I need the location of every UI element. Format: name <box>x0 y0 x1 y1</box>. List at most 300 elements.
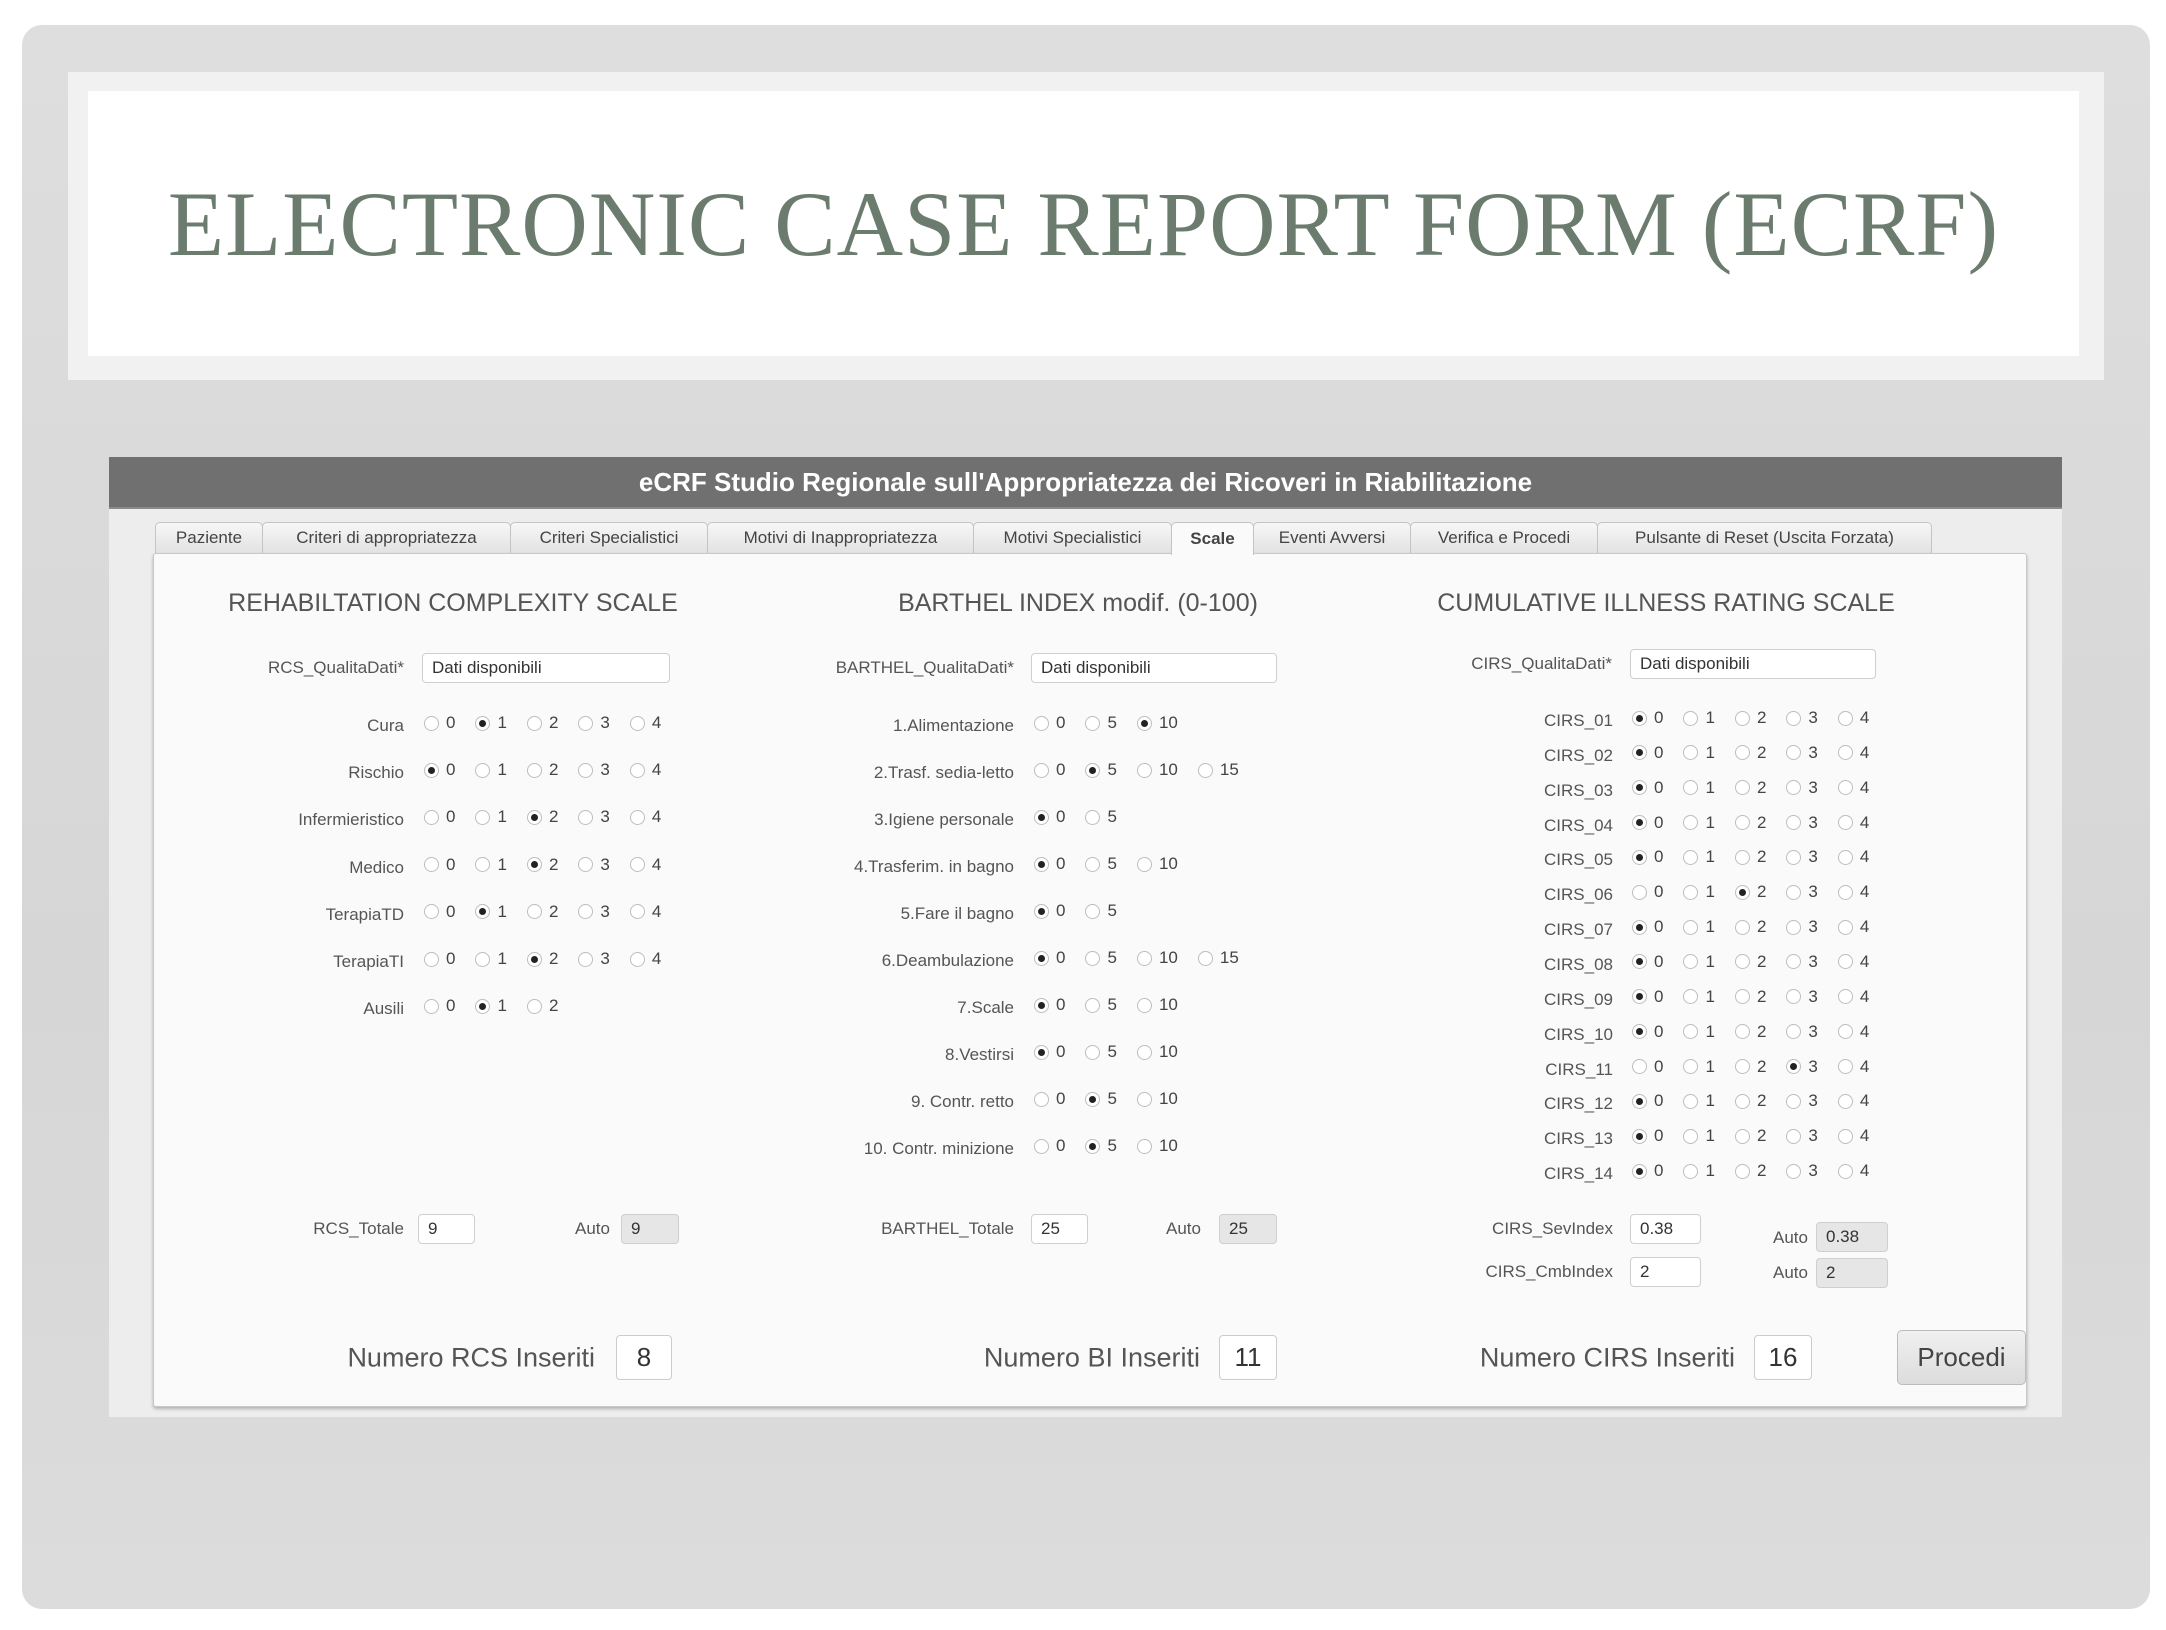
cirs-radio-option[interactable] <box>1632 952 1663 972</box>
barthel-radio-option[interactable] <box>1137 948 1178 968</box>
radio-unselected-icon[interactable] <box>1137 1139 1152 1154</box>
cirs-radio-option[interactable] <box>1735 987 1766 1007</box>
radio-selected-icon[interactable] <box>1632 850 1647 865</box>
cirs-radio-option[interactable] <box>1683 882 1714 902</box>
rcs-radio-option[interactable] <box>424 855 455 875</box>
tab-paziente[interactable]: Paziente <box>155 522 263 553</box>
cirs-radio-option[interactable] <box>1632 1126 1663 1146</box>
rcs-radio-option[interactable] <box>578 902 609 922</box>
radio-unselected-icon[interactable] <box>1786 745 1801 760</box>
radio-unselected-icon[interactable] <box>1735 954 1750 969</box>
radio-unselected-icon[interactable] <box>1632 1059 1647 1074</box>
radio-selected-icon[interactable] <box>1735 885 1750 900</box>
cirs-radio-group <box>1632 813 1889 833</box>
barthel-radio-option[interactable] <box>1034 995 1065 1015</box>
rcs-radio-option[interactable] <box>475 902 506 922</box>
rcs-radio-option[interactable] <box>578 855 609 875</box>
radio-selected-icon[interactable] <box>475 999 490 1014</box>
rcs-quality-select[interactable]: Dati disponibili <box>422 653 670 683</box>
radio-unselected-icon[interactable] <box>1735 1164 1750 1179</box>
barthel-quality-select[interactable]: Dati disponibili <box>1031 653 1277 683</box>
barthel-radio-option[interactable] <box>1085 1042 1116 1062</box>
cirs-radio-option[interactable] <box>1735 882 1766 902</box>
barthel-radio-option[interactable] <box>1198 760 1239 780</box>
tab-motivi-inappropriatezza[interactable]: Motivi di Inappropriatezza <box>707 522 974 553</box>
cirs-radio-option[interactable] <box>1632 1057 1663 1077</box>
radio-unselected-icon[interactable] <box>1838 989 1853 1004</box>
cirs-radio-option[interactable] <box>1786 1091 1817 1111</box>
barthel-radio-option[interactable] <box>1137 1136 1178 1156</box>
radio-unselected-icon[interactable] <box>424 810 439 825</box>
rcs-radio-option[interactable] <box>578 807 609 827</box>
radio-unselected-icon[interactable] <box>1085 998 1100 1013</box>
radio-unselected-icon[interactable] <box>630 857 645 872</box>
radio-unselected-icon[interactable] <box>578 952 593 967</box>
radio-selected-icon[interactable] <box>1034 857 1049 872</box>
cirs-radio-option[interactable] <box>1838 1091 1869 1111</box>
radio-unselected-icon[interactable] <box>1034 716 1049 731</box>
cirs-radio-option[interactable] <box>1683 1161 1714 1181</box>
cirs-cmbindex-input[interactable]: 2 <box>1630 1257 1701 1287</box>
radio-unselected-icon[interactable] <box>1085 857 1100 872</box>
barthel-radio-option[interactable] <box>1034 901 1065 921</box>
rcs-radio-option[interactable] <box>475 855 506 875</box>
barthel-radio-option[interactable] <box>1034 760 1065 780</box>
cirs-radio-option[interactable] <box>1632 743 1663 763</box>
radio-unselected-icon[interactable] <box>1838 1024 1853 1039</box>
radio-selected-icon[interactable] <box>1632 780 1647 795</box>
radio-unselected-icon[interactable] <box>1085 1045 1100 1060</box>
radio-unselected-icon[interactable] <box>1683 920 1698 935</box>
cirs-radio-option[interactable] <box>1735 1126 1766 1146</box>
tab-motivi-specialistici[interactable]: Motivi Specialistici <box>973 522 1172 553</box>
radio-unselected-icon[interactable] <box>1034 1139 1049 1154</box>
cirs-radio-option[interactable] <box>1786 952 1817 972</box>
radio-selected-icon[interactable] <box>1632 815 1647 830</box>
barthel-radio-option[interactable] <box>1137 760 1178 780</box>
rcs-radio-option[interactable] <box>475 949 506 969</box>
rcs-radio-option[interactable] <box>424 760 455 780</box>
barthel-radio-option[interactable] <box>1085 948 1116 968</box>
barthel-radio-option[interactable] <box>1034 713 1065 733</box>
radio-unselected-icon[interactable] <box>1683 1129 1698 1144</box>
tab-criteri-appropriatezza[interactable]: Criteri di appropriatezza <box>262 522 511 553</box>
radio-unselected-icon[interactable] <box>1735 1129 1750 1144</box>
cirs-radio-option[interactable] <box>1838 1022 1869 1042</box>
rcs-radio-option[interactable] <box>424 949 455 969</box>
radio-unselected-icon[interactable] <box>1786 1024 1801 1039</box>
radio-unselected-icon[interactable] <box>1838 954 1853 969</box>
radio-unselected-icon[interactable] <box>1085 951 1100 966</box>
radio-unselected-icon[interactable] <box>1838 1164 1853 1179</box>
radio-unselected-icon[interactable] <box>578 810 593 825</box>
rcs-radio-option[interactable] <box>578 760 609 780</box>
radio-unselected-icon[interactable] <box>527 763 542 778</box>
cirs-radio-option[interactable] <box>1632 987 1663 1007</box>
radio-unselected-icon[interactable] <box>1838 1059 1853 1074</box>
radio-unselected-icon[interactable] <box>1735 815 1750 830</box>
radio-unselected-icon[interactable] <box>475 952 490 967</box>
radio-unselected-icon[interactable] <box>1683 745 1698 760</box>
cirs-radio-option[interactable] <box>1683 1057 1714 1077</box>
radio-unselected-icon[interactable] <box>1838 1094 1853 1109</box>
cirs-radio-option[interactable] <box>1683 813 1714 833</box>
radio-unselected-icon[interactable] <box>1735 1059 1750 1074</box>
barthel-radio-option[interactable] <box>1085 713 1116 733</box>
cirs-radio-option[interactable] <box>1683 708 1714 728</box>
cirs-count-value: 16 <box>1754 1335 1812 1380</box>
radio-option-label: 4 <box>1859 1056 1870 1076</box>
radio-unselected-icon[interactable] <box>1034 1092 1049 1107</box>
radio-unselected-icon[interactable] <box>1683 1164 1698 1179</box>
radio-unselected-icon[interactable] <box>1786 711 1801 726</box>
cirs-sevindex-auto-value: 0.38 <box>1816 1222 1888 1252</box>
cirs-radio-option[interactable] <box>1786 917 1817 937</box>
cirs-radio-option[interactable] <box>1735 952 1766 972</box>
barthel-radio-option[interactable] <box>1085 1136 1116 1156</box>
cirs-radio-option[interactable] <box>1786 743 1817 763</box>
radio-selected-icon[interactable] <box>1034 904 1049 919</box>
radio-unselected-icon[interactable] <box>1683 885 1698 900</box>
radio-option-label: 0 <box>446 713 456 732</box>
radio-selected-icon[interactable] <box>1085 1139 1100 1154</box>
radio-selected-icon[interactable] <box>1632 711 1647 726</box>
cirs-radio-option[interactable] <box>1683 778 1714 798</box>
cirs-radio-option[interactable] <box>1838 1161 1869 1181</box>
radio-unselected-icon[interactable] <box>1786 850 1801 865</box>
radio-selected-icon[interactable] <box>424 763 439 778</box>
radio-unselected-icon[interactable] <box>1085 810 1100 825</box>
radio-unselected-icon[interactable] <box>1683 954 1698 969</box>
radio-unselected-icon[interactable] <box>578 904 593 919</box>
cirs-radio-option[interactable] <box>1786 882 1817 902</box>
radio-selected-icon[interactable] <box>1085 1092 1100 1107</box>
cirs-radio-option[interactable] <box>1683 917 1714 937</box>
radio-unselected-icon[interactable] <box>1085 716 1100 731</box>
radio-unselected-icon[interactable] <box>527 999 542 1014</box>
cirs-radio-option[interactable] <box>1786 778 1817 798</box>
rcs-radio-option[interactable] <box>527 949 558 969</box>
barthel-radio-option[interactable] <box>1085 901 1116 921</box>
radio-unselected-icon[interactable] <box>1683 711 1698 726</box>
radio-unselected-icon[interactable] <box>1786 954 1801 969</box>
radio-selected-icon[interactable] <box>527 810 542 825</box>
radio-unselected-icon[interactable] <box>1786 1094 1801 1109</box>
radio-selected-icon[interactable] <box>475 716 490 731</box>
cirs-radio-option[interactable] <box>1838 1057 1869 1077</box>
cirs-radio-option[interactable] <box>1786 987 1817 1007</box>
radio-unselected-icon[interactable] <box>1683 850 1698 865</box>
rcs-radio-option[interactable] <box>475 713 506 733</box>
cirs-radio-option[interactable] <box>1735 847 1766 867</box>
radio-unselected-icon[interactable] <box>1198 763 1213 778</box>
radio-unselected-icon[interactable] <box>630 810 645 825</box>
barthel-radio-option[interactable] <box>1085 854 1116 874</box>
rcs-radio-option[interactable] <box>424 807 455 827</box>
cirs-radio-option[interactable] <box>1786 1126 1817 1146</box>
rcs-radio-option[interactable] <box>475 760 506 780</box>
cirs-radio-option[interactable] <box>1683 743 1714 763</box>
radio-selected-icon[interactable] <box>1632 1024 1647 1039</box>
rcs-radio-option[interactable] <box>527 996 558 1016</box>
cirs-radio-option[interactable] <box>1838 847 1869 867</box>
cirs-radio-option[interactable] <box>1838 743 1869 763</box>
radio-unselected-icon[interactable] <box>1735 1094 1750 1109</box>
cirs-radio-option[interactable] <box>1786 813 1817 833</box>
cirs-radio-option[interactable] <box>1632 917 1663 937</box>
radio-unselected-icon[interactable] <box>475 810 490 825</box>
barthel-quality-label: BARTHEL_QualitaDati* <box>835 658 1014 677</box>
barthel-radio-option[interactable] <box>1085 1089 1116 1109</box>
cirs-radio-option[interactable] <box>1838 917 1869 937</box>
rcs-radio-option[interactable] <box>527 855 558 875</box>
cirs-radio-option[interactable] <box>1683 1022 1714 1042</box>
radio-unselected-icon[interactable] <box>527 716 542 731</box>
radio-unselected-icon[interactable] <box>1838 711 1853 726</box>
tab-verifica-procedi[interactable]: Verifica e Procedi <box>1410 522 1598 553</box>
cirs-radio-option[interactable] <box>1632 1091 1663 1111</box>
cirs-radio-option[interactable] <box>1735 917 1766 937</box>
radio-unselected-icon[interactable] <box>1838 780 1853 795</box>
radio-unselected-icon[interactable] <box>1683 780 1698 795</box>
cirs-radio-option[interactable] <box>1735 1022 1766 1042</box>
radio-selected-icon[interactable] <box>1034 998 1049 1013</box>
radio-unselected-icon[interactable] <box>475 857 490 872</box>
barthel-radio-option[interactable] <box>1034 1136 1065 1156</box>
radio-unselected-icon[interactable] <box>1735 780 1750 795</box>
radio-unselected-icon[interactable] <box>1683 989 1698 1004</box>
radio-unselected-icon[interactable] <box>1632 885 1647 900</box>
barthel-radio-option[interactable] <box>1137 854 1178 874</box>
radio-unselected-icon[interactable] <box>1838 745 1853 760</box>
cirs-sevindex-auto-label: Auto <box>1773 1228 1808 1247</box>
cirs-radio-option[interactable] <box>1838 882 1869 902</box>
cirs-radio-option[interactable] <box>1786 1022 1817 1042</box>
radio-unselected-icon[interactable] <box>1137 998 1152 1013</box>
cirs-radio-option[interactable] <box>1838 708 1869 728</box>
barthel-radio-option[interactable] <box>1034 1089 1065 1109</box>
radio-selected-icon[interactable] <box>1632 1129 1647 1144</box>
radio-unselected-icon[interactable] <box>1198 951 1213 966</box>
barthel-radio-option[interactable] <box>1085 995 1116 1015</box>
rcs-radio-option[interactable] <box>630 713 661 733</box>
radio-unselected-icon[interactable] <box>630 904 645 919</box>
radio-option-label: 0 <box>446 807 456 827</box>
radio-unselected-icon[interactable] <box>578 763 593 778</box>
rcs-radio-option[interactable] <box>527 902 558 922</box>
radio-selected-icon[interactable] <box>1137 716 1152 731</box>
radio-unselected-icon[interactable] <box>1034 763 1049 778</box>
cirs-radio-option[interactable] <box>1838 1126 1869 1146</box>
radio-unselected-icon[interactable] <box>1137 951 1152 966</box>
radio-unselected-icon[interactable] <box>1838 815 1853 830</box>
rcs-radio-option[interactable] <box>630 855 661 875</box>
cirs-radio-group <box>1632 708 1889 728</box>
radio-option-label: 0 <box>1654 777 1664 797</box>
procedi-button[interactable]: Procedi <box>1897 1330 2026 1385</box>
radio-unselected-icon[interactable] <box>424 716 439 731</box>
radio-selected-icon[interactable] <box>1632 920 1647 935</box>
cirs-radio-option[interactable] <box>1632 882 1663 902</box>
radio-unselected-icon[interactable] <box>424 857 439 872</box>
radio-selected-icon[interactable] <box>527 952 542 967</box>
radio-unselected-icon[interactable] <box>1786 1129 1801 1144</box>
cirs-radio-option[interactable] <box>1786 847 1817 867</box>
radio-unselected-icon[interactable] <box>578 716 593 731</box>
cirs-radio-option[interactable] <box>1786 1057 1817 1077</box>
radio-selected-icon[interactable] <box>1632 745 1647 760</box>
tab-criteri-specialistici[interactable]: Criteri Specialistici <box>510 522 708 553</box>
radio-option-label: 0 <box>1056 713 1066 732</box>
radio-unselected-icon[interactable] <box>1735 920 1750 935</box>
radio-selected-icon[interactable] <box>1034 951 1049 966</box>
radio-selected-icon[interactable] <box>527 857 542 872</box>
barthel-total-input[interactable]: 25 <box>1031 1214 1088 1244</box>
cirs-radio-option[interactable] <box>1735 1091 1766 1111</box>
rcs-radio-option[interactable] <box>424 996 455 1016</box>
tab-eventi-avversi[interactable]: Eventi Avversi <box>1253 522 1411 553</box>
barthel-radio-option[interactable] <box>1198 948 1239 968</box>
radio-unselected-icon[interactable] <box>578 857 593 872</box>
barthel-radio-option[interactable] <box>1085 760 1116 780</box>
radio-option-label: 3 <box>1808 742 1818 762</box>
radio-unselected-icon[interactable] <box>1137 857 1152 872</box>
radio-unselected-icon[interactable] <box>1786 780 1801 795</box>
radio-option-label: 5 <box>1107 1042 1117 1061</box>
cirs-radio-option[interactable] <box>1632 708 1663 728</box>
cirs-radio-option[interactable] <box>1786 708 1817 728</box>
barthel-radio-option[interactable] <box>1034 807 1065 827</box>
cirs-radio-option[interactable] <box>1632 847 1663 867</box>
radio-selected-icon[interactable] <box>1632 1164 1647 1179</box>
cirs-radio-option[interactable] <box>1632 1022 1663 1042</box>
radio-unselected-icon[interactable] <box>1735 745 1750 760</box>
radio-unselected-icon[interactable] <box>527 904 542 919</box>
radio-unselected-icon[interactable] <box>1786 885 1801 900</box>
cirs-radio-option[interactable] <box>1735 743 1766 763</box>
barthel-radio-option[interactable] <box>1137 713 1178 733</box>
cirs-radio-option[interactable] <box>1735 1057 1766 1077</box>
radio-unselected-icon[interactable] <box>1085 904 1100 919</box>
radio-unselected-icon[interactable] <box>1838 1129 1853 1144</box>
radio-unselected-icon[interactable] <box>630 716 645 731</box>
radio-unselected-icon[interactable] <box>1683 1059 1698 1074</box>
cirs-radio-option[interactable] <box>1838 952 1869 972</box>
radio-selected-icon[interactable] <box>1632 954 1647 969</box>
cirs-quality-select[interactable]: Dati disponibili <box>1630 649 1876 679</box>
rcs-radio-option[interactable] <box>630 807 661 827</box>
radio-selected-icon[interactable] <box>475 904 490 919</box>
radio-unselected-icon[interactable] <box>630 763 645 778</box>
radio-unselected-icon[interactable] <box>475 763 490 778</box>
cirs-radio-option[interactable] <box>1683 847 1714 867</box>
rcs-radio-option[interactable] <box>630 760 661 780</box>
radio-unselected-icon[interactable] <box>1137 1092 1152 1107</box>
radio-unselected-icon[interactable] <box>1786 989 1801 1004</box>
barthel-radio-option[interactable] <box>1085 807 1116 827</box>
cirs-radio-option[interactable] <box>1786 1161 1817 1181</box>
barthel-radio-option[interactable] <box>1034 1042 1065 1062</box>
radio-unselected-icon[interactable] <box>424 904 439 919</box>
radio-unselected-icon[interactable] <box>1735 1024 1750 1039</box>
tab-pulsante-reset[interactable]: Pulsante di Reset (Uscita Forzata) <box>1597 522 1932 553</box>
barthel-radio-option[interactable] <box>1137 995 1178 1015</box>
radio-unselected-icon[interactable] <box>1137 763 1152 778</box>
barthel-item-label: 4.Trasferim. in bagno <box>854 857 1014 876</box>
radio-unselected-icon[interactable] <box>1786 920 1801 935</box>
radio-selected-icon[interactable] <box>1632 989 1647 1004</box>
cirs-radio-option[interactable] <box>1838 778 1869 798</box>
barthel-radio-option[interactable] <box>1034 948 1065 968</box>
cirs-radio-option[interactable] <box>1683 952 1714 972</box>
radio-selected-icon[interactable] <box>1034 1045 1049 1060</box>
radio-unselected-icon[interactable] <box>1786 1164 1801 1179</box>
cirs-sevindex-input[interactable]: 0.38 <box>1630 1214 1701 1244</box>
barthel-radio-option[interactable] <box>1137 1042 1178 1062</box>
radio-option-label: 1 <box>1705 1126 1715 1146</box>
radio-unselected-icon[interactable] <box>424 952 439 967</box>
radio-selected-icon[interactable] <box>1034 810 1049 825</box>
rcs-total-input[interactable]: 9 <box>418 1214 475 1244</box>
cirs-radio-option[interactable] <box>1632 778 1663 798</box>
cirs-radio-option[interactable] <box>1683 987 1714 1007</box>
rcs-radio-option[interactable] <box>578 949 609 969</box>
cirs-radio-group <box>1632 1057 1889 1077</box>
radio-unselected-icon[interactable] <box>1683 1094 1698 1109</box>
radio-unselected-icon[interactable] <box>1683 1024 1698 1039</box>
radio-unselected-icon[interactable] <box>1683 815 1698 830</box>
tab-scale[interactable]: Scale <box>1171 522 1254 555</box>
rcs-radio-option[interactable] <box>630 902 661 922</box>
barthel-radio-option[interactable] <box>1137 1089 1178 1109</box>
radio-selected-icon[interactable] <box>1632 1094 1647 1109</box>
radio-unselected-icon[interactable] <box>1838 885 1853 900</box>
rcs-radio-option[interactable] <box>527 713 558 733</box>
radio-unselected-icon[interactable] <box>630 952 645 967</box>
radio-unselected-icon[interactable] <box>1838 920 1853 935</box>
cirs-radio-option[interactable] <box>1632 813 1663 833</box>
radio-unselected-icon[interactable] <box>1838 850 1853 865</box>
radio-option-label: 1 <box>497 901 507 921</box>
rcs-radio-option[interactable] <box>424 902 455 922</box>
radio-selected-icon[interactable] <box>1085 763 1100 778</box>
radio-selected-icon[interactable] <box>1786 1059 1801 1074</box>
radio-unselected-icon[interactable] <box>424 999 439 1014</box>
rcs-radio-option[interactable] <box>424 713 455 733</box>
radio-unselected-icon[interactable] <box>1786 815 1801 830</box>
cirs-radio-option[interactable] <box>1683 1091 1714 1111</box>
rcs-radio-option[interactable] <box>578 713 609 733</box>
cirs-radio-option[interactable] <box>1838 987 1869 1007</box>
radio-unselected-icon[interactable] <box>1735 850 1750 865</box>
radio-unselected-icon[interactable] <box>1735 989 1750 1004</box>
cirs-radio-option[interactable] <box>1735 1161 1766 1181</box>
rcs-radio-option[interactable] <box>630 949 661 969</box>
cirs-radio-option[interactable] <box>1683 1126 1714 1146</box>
cirs-radio-option[interactable] <box>1735 813 1766 833</box>
rcs-radio-option[interactable] <box>527 807 558 827</box>
rcs-radio-option[interactable] <box>527 760 558 780</box>
cirs-radio-option[interactable] <box>1735 708 1766 728</box>
cirs-radio-option[interactable] <box>1735 778 1766 798</box>
cirs-radio-option[interactable] <box>1632 1161 1663 1181</box>
rcs-radio-option[interactable] <box>475 807 506 827</box>
rcs-radio-option[interactable] <box>475 996 506 1016</box>
cirs-radio-option[interactable] <box>1838 813 1869 833</box>
radio-unselected-icon[interactable] <box>1735 711 1750 726</box>
barthel-radio-option[interactable] <box>1034 854 1065 874</box>
radio-unselected-icon[interactable] <box>1137 1045 1152 1060</box>
